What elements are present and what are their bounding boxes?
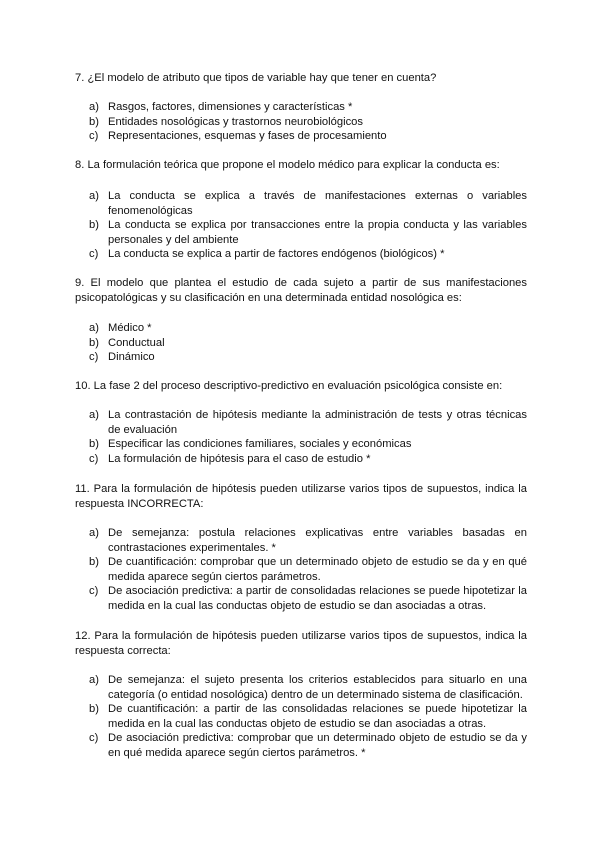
option-a (89, 321, 527, 336)
option-text: De semejanza: el sujeto presenta los criterios establecidos para situarlo en una categoría (o entidad nosológica) dentro de un determinado sistema de clasificación. (108, 674, 527, 701)
option-letter: c) (89, 248, 99, 260)
option-c (89, 129, 527, 144)
option-a (89, 526, 527, 555)
question-8-options (89, 189, 527, 262)
option-b (89, 702, 527, 731)
option-text: La conducta se explica a través de manifestaciones externas o variables fenomenológicas (108, 190, 527, 217)
option-b (89, 555, 527, 584)
question-10-options (89, 408, 527, 466)
option-letter: a) (89, 322, 99, 334)
option-letter: a) (89, 190, 99, 202)
question-9: 9. El modelo que plantea el estudio de cada sujeto a partir de sus manifestaciones psicopatológicas y su clasificación en una determinada entidad nosológica es: (75, 277, 527, 304)
option-letter: b) (89, 336, 99, 349)
option-a (89, 100, 527, 115)
option-text: De asociación predictiva: comprobar que un determinado objeto de estudio se da y en qué medida aparece según ciertos parámetros. * (108, 732, 527, 759)
option-text: La conducta se explica a partir de factores endógenos (biológicos) * (108, 248, 445, 260)
option-text: Rasgos, factores, dimensiones y características * (108, 101, 353, 113)
option-text: La contrastación de hipótesis mediante la administración de tests y otras técnicas de evaluación (108, 409, 527, 436)
option-b (89, 218, 527, 247)
option-letter: a) (89, 409, 99, 421)
option-text: Especificar las condiciones familiares, sociales y económicas (108, 438, 412, 450)
option-letter: a) (89, 527, 99, 539)
option-b (89, 115, 527, 130)
option-letter: c) (89, 351, 99, 363)
option-text: Representaciones, esquemas y fases de procesamiento (108, 130, 387, 142)
option-c (89, 731, 527, 760)
question-10: 10. La fase 2 del proceso descriptivo-predictivo en evaluación psicológica consiste en: (75, 380, 503, 392)
question-7: 7. ¿El modelo de atributo que tipos de variable hay que tener en cuenta? (75, 72, 437, 84)
option-a (89, 408, 527, 437)
option-text: La formulación de hipótesis para el caso de estudio * (108, 452, 371, 465)
question-8: 8. La formulación teórica que propone el modelo médico para explicar la conducta es: (75, 159, 500, 171)
option-a (89, 673, 527, 702)
question-12: 12. Para la formulación de hipótesis pueden utilizarse varios tipos de supuestos, indica la respuesta correcta: (75, 630, 527, 657)
question-7-options (89, 100, 527, 144)
option-text: La conducta se explica por transacciones entre la propia conducta y las variables personales y del ambiente (108, 219, 527, 246)
option-b (89, 336, 527, 351)
option-letter: c) (89, 452, 99, 465)
option-letter: b) (89, 556, 99, 568)
question-11: 11. Para la formulación de hipótesis pueden utilizarse varios tipos de supuestos, indica la respuesta INCORRECTA: (75, 483, 527, 510)
option-letter: b) (89, 438, 99, 450)
option-c (89, 452, 527, 467)
question-9-options (89, 321, 527, 365)
option-c (89, 584, 527, 613)
option-text: Entidades nosológicas y trastornos neurobiológicos (108, 115, 363, 128)
option-text: De semejanza: postula relaciones explicativas entre variables basadas en contrastaciones experimentales. * (108, 527, 527, 554)
option-letter: c) (89, 585, 99, 597)
option-letter: c) (89, 130, 99, 142)
option-c (89, 350, 527, 365)
option-letter: b) (89, 115, 99, 128)
option-text: Dinámico (108, 351, 155, 363)
option-letter: b) (89, 219, 99, 231)
option-text: Conductual (108, 336, 165, 349)
option-text: Médico * (108, 322, 152, 334)
option-letter: c) (89, 732, 99, 744)
question-11-options (89, 526, 527, 613)
option-a (89, 189, 527, 218)
option-c (89, 247, 527, 262)
option-letter: b) (89, 703, 99, 715)
option-text: De cuantificación: comprobar que un determinado objeto de estudio se da y en qué medida aparece según ciertos parámetros. (108, 556, 527, 583)
option-b (89, 437, 527, 452)
option-text: De cuantificación: a partir de las consolidadas relaciones se puede hipotetizar la medida en la cual las conductas objeto de estudio se dan asociadas a otras. (108, 703, 527, 730)
option-letter: a) (89, 101, 99, 113)
option-letter: a) (89, 674, 99, 686)
option-text: De asociación predictiva: a partir de consolidadas relaciones se puede hipotetizar la medida en la cual las conductas objeto de estudio se dan asociadas a otras. (108, 585, 527, 612)
question-12-options (89, 673, 527, 760)
